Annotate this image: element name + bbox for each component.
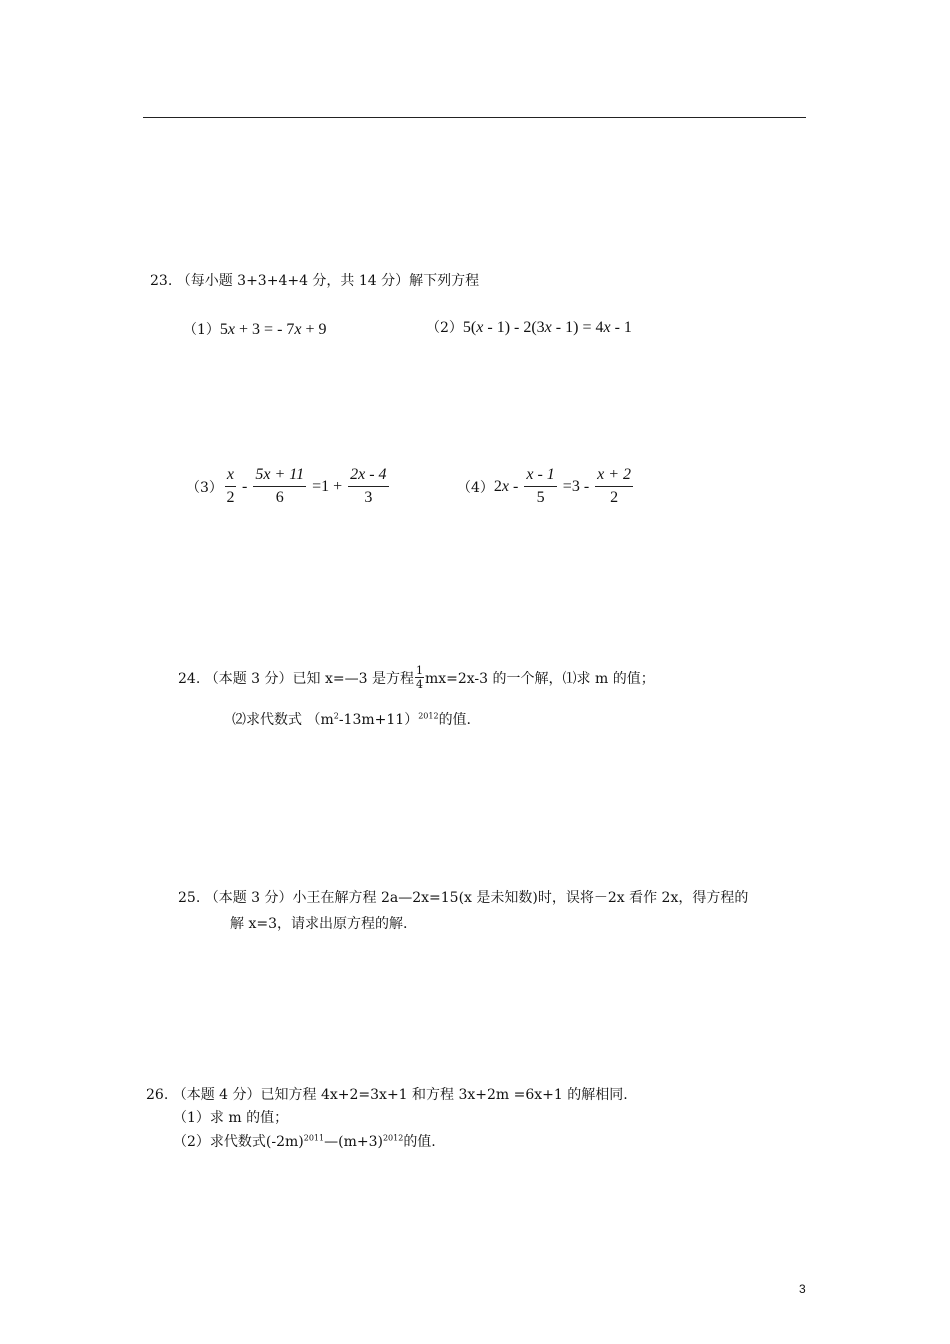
fraction: $\frac{x}{2}$ [226, 466, 235, 506]
q23-part4 [457, 466, 635, 507]
fraction: $\frac{5x + 11}{6}$ [255, 466, 305, 506]
q23-part1-equation: 5x + 3 = - 7x + 9 [219, 321, 327, 338]
q23-part1 [183, 319, 327, 339]
q23-part3-equation: $\frac{x}{2}$ - $\frac{5x + 11}{6}$ =1 + $\frac{2x - 4}{3}$ [226, 466, 387, 506]
q23-header: 23. （每小题 3+3+4+4 分，共 14 分）解下列方程 [150, 273, 480, 289]
q23-part4-equation: 2 x - $\frac{x - 1}{5}$ =3 - $\frac{x + 2}{2}$ [493, 466, 632, 506]
header-rule [143, 117, 806, 118]
q23-part3-label: （3） [186, 479, 223, 496]
q23-part2 [426, 317, 632, 337]
q25-line2: 解 x=3，请求出原方程的解. [230, 916, 408, 932]
q23-part2-equation: 5(x - 1) - 2(3x - 1) = 4x - 1 [462, 319, 632, 336]
fraction: $\frac{x - 1}{5}$ [526, 466, 555, 506]
q23-part1-label: （1） [183, 322, 220, 338]
q24-line2: ⑵求代数式 $(m^2-13m+11)^{2012}$的值. [232, 711, 472, 728]
page-number: 3 [799, 1282, 806, 1296]
q25-line1: 25. （本题 3 分）小王在解方程 2a—2x=15(x 是未知数)时，误将－2x 看作 2x，得方程的 [178, 890, 749, 906]
q23-part3 [186, 466, 391, 507]
fraction: $\frac{1}{4}$ [415, 664, 423, 691]
q23-part2-label: （2） [426, 320, 463, 336]
fraction: $\frac{x + 2}{2}$ [597, 466, 632, 506]
q26-line3: （2）求代数式$(-2m)^{2011}—(m+3)^{2012}$的值. [173, 1133, 436, 1150]
q23-part4-label: （4） [457, 479, 494, 496]
fraction: $\frac{2x - 4}{3}$ [350, 466, 387, 506]
q24-line1: 24. （本题 3 分）已知 x=—3 是方程 $\frac{1}{4}$ mx=2x-3 的一个解，⑴求 m 的值； [178, 664, 655, 691]
q26-line1: 26. （本题 4 分）已知方程 4x+2=3x+1 和方程 3x+2m =6x+1 的解相同. [146, 1087, 628, 1103]
q26-line2: （1）求 m 的值； [173, 1110, 289, 1126]
